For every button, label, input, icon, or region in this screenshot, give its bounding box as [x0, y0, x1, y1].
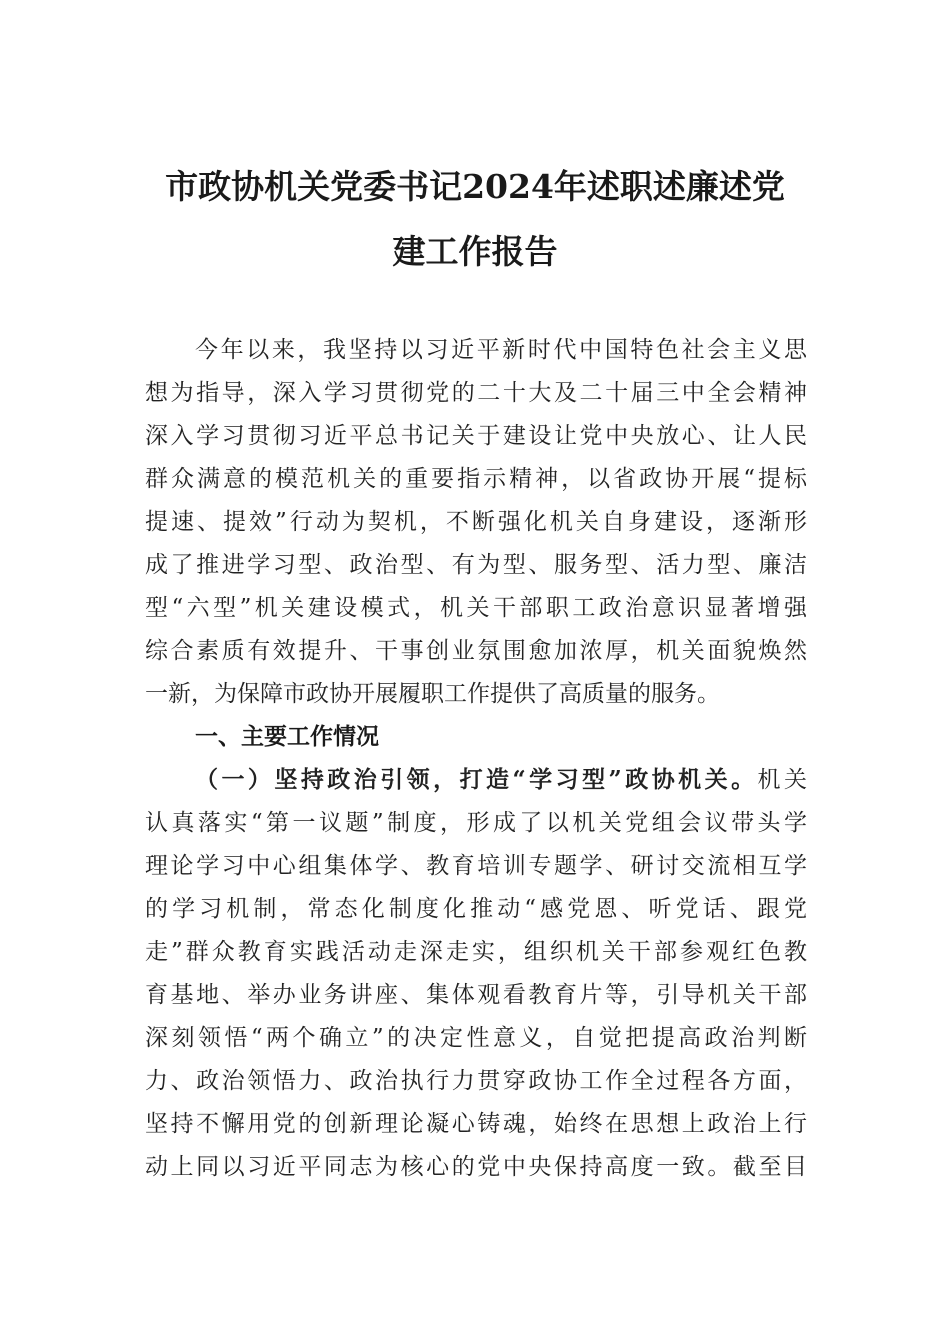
paragraph-line: 认真落实“第一议题”制度，形成了以机关党组会议带头学 [145, 810, 807, 836]
paragraph-line: 一新，为保障市政协开展履职工作提供了高质量的服务。 [145, 681, 720, 707]
paragraph-line: 坚持不懈用党的创新理论凝心铸魂，始终在思想上政治上行 [145, 1111, 807, 1137]
paragraph-line: 深入学习贯彻习近平总书记关于建设让党中央放心、让人民 [145, 423, 807, 449]
subsection-first-line-text: 机关 [757, 767, 808, 793]
paragraph-line: 深刻领悟“两个确立”的决定性意义，自觉把提高政治判断 [145, 1025, 807, 1051]
paragraph-line: 提速、提效”行动为契机，不断强化机关自身建设，逐渐形 [145, 509, 807, 535]
paragraph-line: 的学习机制，常态化制度化推动“感党恩、听党话、跟党 [145, 896, 807, 922]
paragraph-line: 育基地、举办业务讲座、集体观看教育片等，引导机关干部 [145, 982, 807, 1008]
paragraph-line: 今年以来，我坚持以习近平新时代中国特色社会主义思 [195, 337, 807, 363]
paragraph-line: 群众满意的模范机关的重要指示精神，以省政协开展“提标 [145, 466, 807, 492]
paragraph-line: 走”群众教育实践活动走深走实，组织机关干部参观红色教 [145, 939, 807, 965]
paragraph-line: 综合素质有效提升、干事创业氛围愈加浓厚，机关面貌焕然 [145, 638, 807, 664]
subsection-title: （一）坚持政治引领，打造“学习型”政协机关。 [195, 766, 758, 793]
report-title-line-1: 市政协机关党委书记2024年述职述廉述党 [165, 167, 785, 206]
paragraph-line: 动上同以习近平同志为核心的党中央保持高度一致。截至目 [145, 1154, 807, 1180]
paragraph-line: 成了推进学习型、政治型、有为型、服务型、活力型、廉洁 [145, 552, 807, 578]
paragraph-line: 理论学习中心组集体学、教育培训专题学、研讨交流相互学 [145, 853, 807, 879]
paragraph-line: 型“六型”机关建设模式，机关干部职工政治意识显著增强 [145, 595, 807, 621]
subsection-first-line [195, 765, 807, 795]
paragraph-line: 力、政治领悟力、政治执行力贯穿政协工作全过程各方面， [145, 1068, 807, 1094]
report-title-line-2: 建工作报告 [392, 232, 558, 271]
section-heading: 一、主要工作情况 [195, 724, 379, 750]
paragraph-line: 想为指导，深入学习贯彻党的二十大及二十届三中全会精神 [145, 380, 807, 406]
